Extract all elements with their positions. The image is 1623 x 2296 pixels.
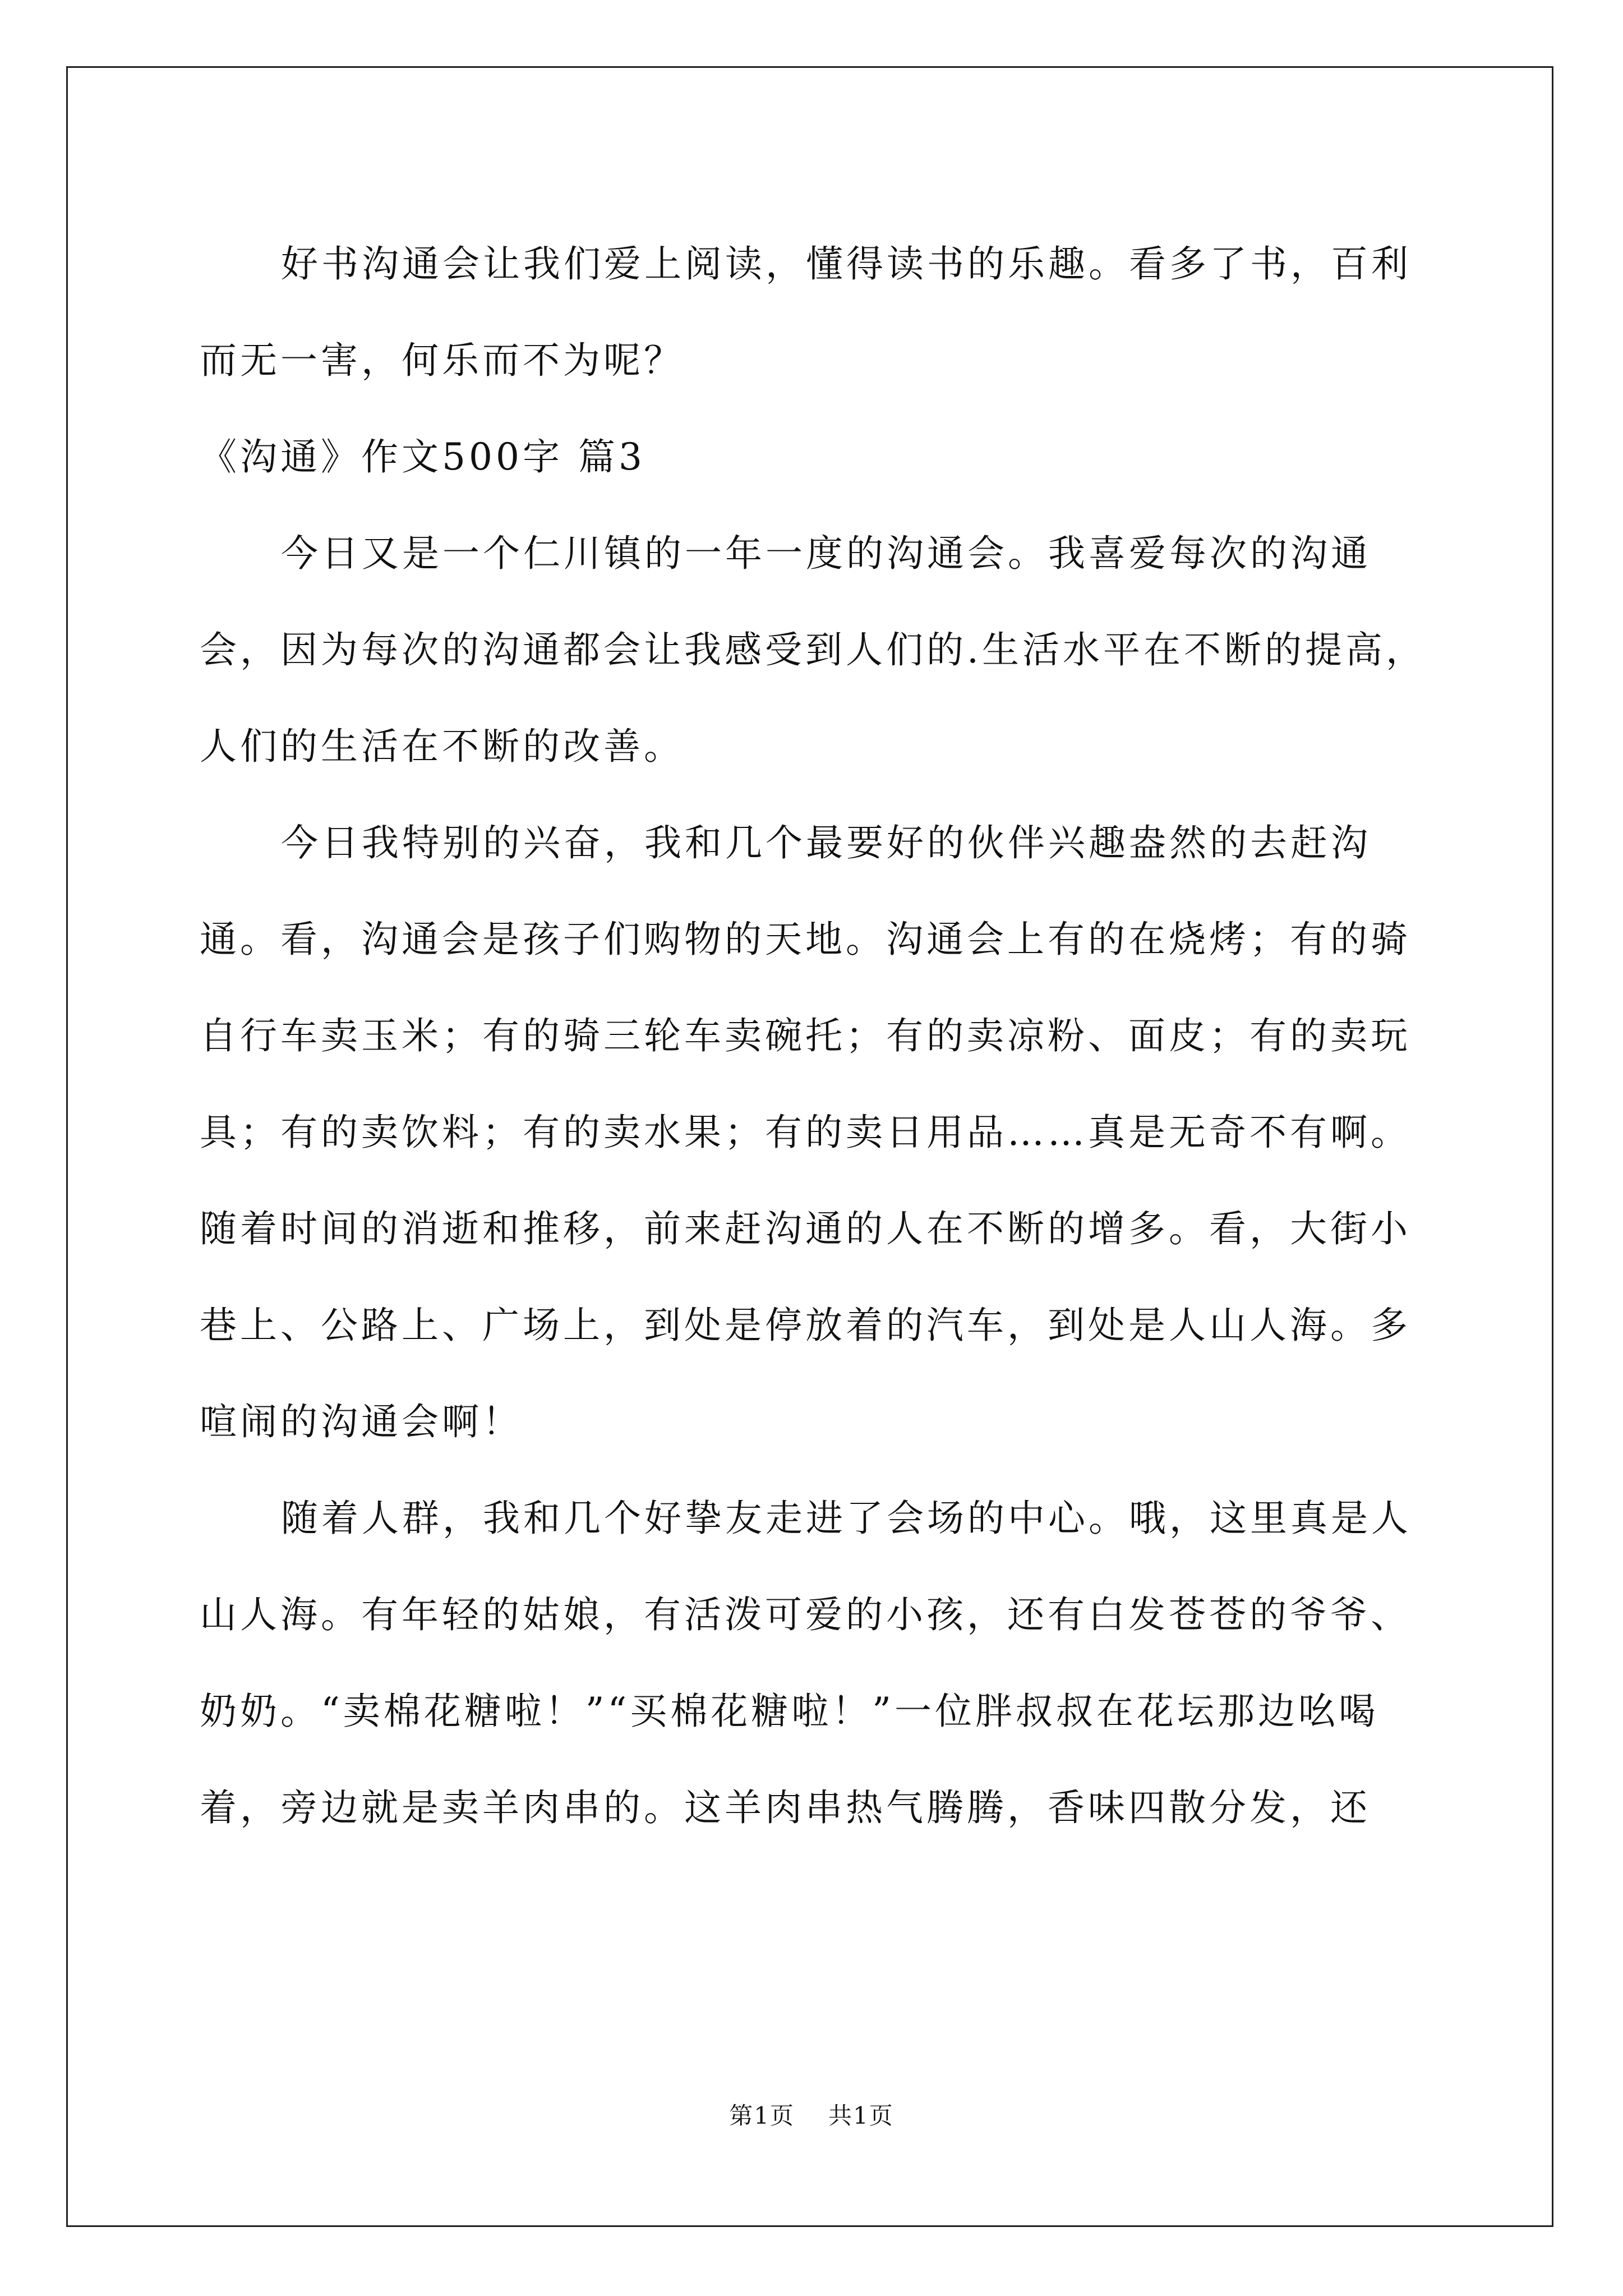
paragraph-3: 今日我特别的兴奋，我和几个最要好的伙伴兴趣盎然的去赶沟通。看，沟通会是孩子们购物的天地。沟通会上有的在烧烤；有的骑自行车卖玉米；有的骑三轮车卖碗托；有的卖凉粉、面皮；有的卖玩具；有的卖饮料；有的卖水果；有的卖日用品……真是无奇不有啊。随着时间的消逝和推移，前来赶沟通的人在不断的增多。看，大街小巷上、公路上、广场上，到处是停放着的汽车，到处是人山人海。多喧闹的沟通会啊！	[200, 821, 1411, 1443]
page-number: 第1页	[729, 2102, 795, 2129]
document-body	[200, 216, 1445, 1856]
paragraph-2: 今日又是一个仁川镇的一年一度的沟通会。我喜爱每次的沟通会，因为每次的沟通都会让我感受到人们的.生活水平在不断的提高，人们的生活在不断的改善。	[200, 532, 1426, 768]
page-total: 共1页	[828, 2102, 894, 2129]
paragraph-4: 随着人群，我和几个好挚友走进了会场的中心。哦，这里真是人山人海。有年轻的姑娘，有活泼可爱的小孩，还有白发苍苍的爷爷、奶奶。“卖棉花糖啦！”“买棉花糖啦！”一位胖叔叔在花坛那边吆喝着，旁边就是卖羊肉串的。这羊肉串热气腾腾，香味四散分发，还	[200, 1497, 1412, 1829]
paragraph-1: 好书沟通会让我们爱上阅读，懂得读书的乐趣。看多了书，百利而无一害，何乐而不为呢？	[200, 242, 1412, 382]
page-footer	[0, 2099, 1623, 2133]
section-heading: 《沟通》作文500字 篇3	[200, 435, 645, 478]
